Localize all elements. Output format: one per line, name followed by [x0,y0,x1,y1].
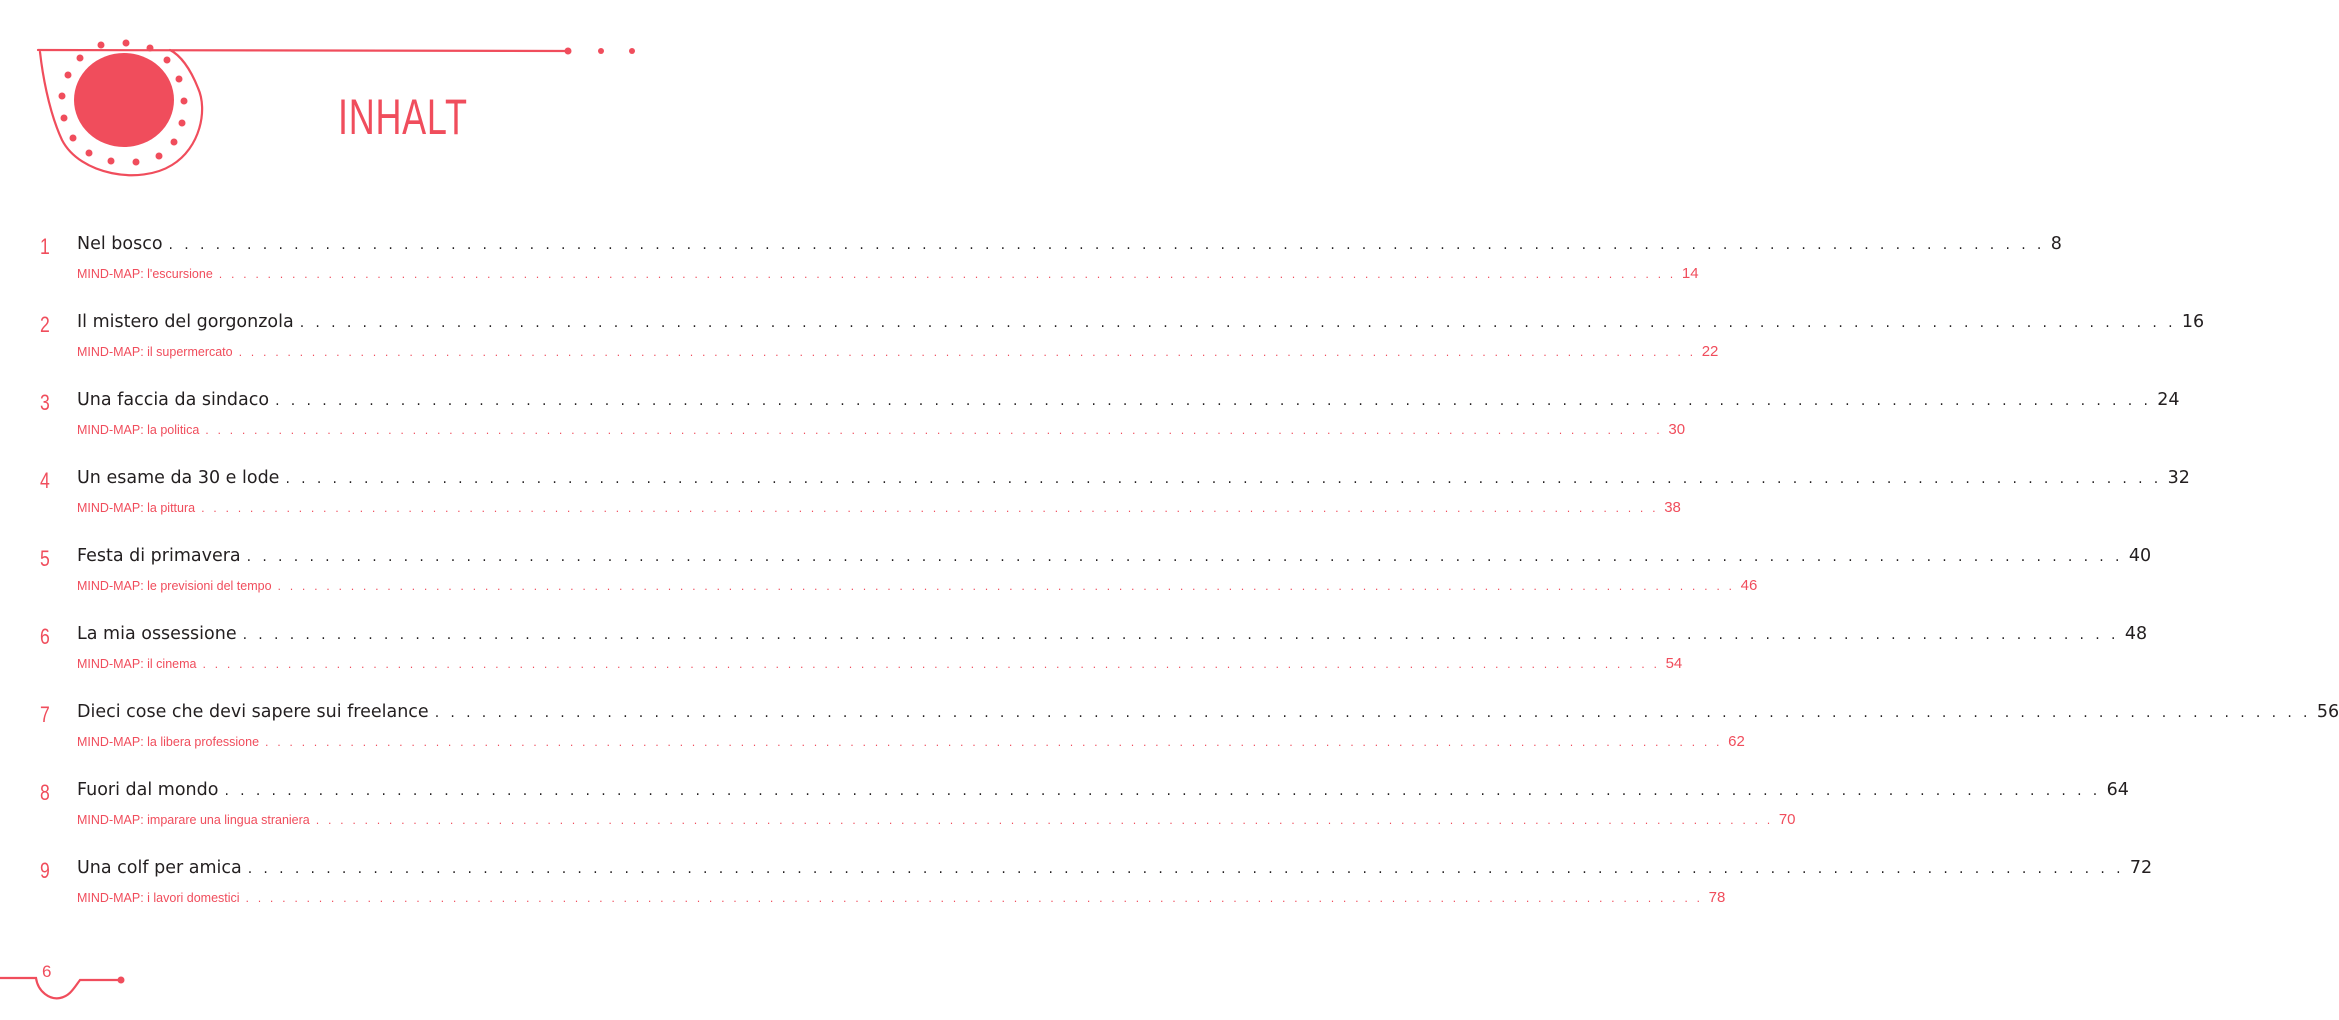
mind-map-topic: il supermercato [147,345,233,359]
mind-map-page: 46 [1740,577,1758,594]
chapter-number: 3 [40,390,50,415]
chapter-row[interactable] [77,312,2205,332]
dot-leader: . . . . . . . . . . . . . . . . . . . . . . . . . . . . . . . . . . . . . . . . . . . . . . . . . . . . . . . . . . . . . . . . . . . . . . . . . . . . . . . . . . . . . . . . . . . . . . . . . . . . . . . . . . . . . . . . . . . . . . . . [224,783,2101,799]
mind-map-prefix: MIND-MAP: [77,891,144,905]
mind-map-row[interactable] [77,889,1726,906]
toc-entry [0,702,2339,780]
dot-leader: . . . . . . . . . . . . . . . . . . . . . . . . . . . . . . . . . . . . . . . . . . . . . . . . . . . . . . . . . . . . . . . . . . . . . . . . . . . . . . . . . . . . . . . . . . . . . . . . . . . . . . . . . . . . . . . . . . . . . . . . [201,502,1659,515]
mind-map-prefix: MIND-MAP: [77,267,144,281]
dot-leader: . . . . . . . . . . . . . . . . . . . . . . . . . . . . . . . . . . . . . . . . . . . . . . . . . . . . . . . . . . . . . . . . . . . . . . . . . . . . . . . . . . . . . . . . . . . . . . . . . . . . . . . . . . . . . . . . . . . . . . . . [168,237,2045,253]
header-sun-disc [74,53,174,147]
mind-map-topic: l'escursione [147,267,213,281]
dot-leader: . . . . . . . . . . . . . . . . . . . . . . . . . . . . . . . . . . . . . . . . . . . . . . . . . . . . . . . . . . . . . . . . . . . . . . . . . . . . . . . . . . . . . . . . . . . . . . . . . . . . . . . . . . . . . . . . . . . . . . . . [285,471,2162,487]
mind-map-page: 54 [1665,655,1683,672]
mind-map-label [77,501,195,515]
chapter-title: Una faccia da sindaco [77,390,270,410]
chapter-title: La mia ossessione [77,624,237,644]
toc-entry [0,468,2190,546]
mind-map-topic: le previsioni del tempo [147,579,272,593]
header-rule-end-dot [565,48,572,55]
mind-map-prefix: MIND-MAP: [77,735,144,749]
mind-map-label [77,579,272,593]
chapter-page: 72 [2129,858,2153,878]
mind-map-row[interactable] [77,577,1758,594]
page-number: 6 [42,962,52,981]
mind-map-topic: la pittura [147,501,196,515]
chapter-row[interactable] [77,390,2180,410]
chapter-title: Fuori dal mondo [77,780,219,800]
chapter-row[interactable] [77,780,2129,800]
toc-entry [0,546,2152,624]
footer-rule-end-dot [118,977,125,984]
chapter-page: 24 [2157,390,2180,410]
mind-map-label [77,267,213,281]
mind-map-row[interactable] [77,265,1699,282]
chapter-row[interactable] [77,546,2152,566]
mind-map-prefix: MIND-MAP: [77,813,144,827]
chapter-page: 8 [2050,234,2062,254]
footer-swirl [0,978,120,998]
mind-map-prefix: MIND-MAP: [77,579,144,593]
dot-leader: . . . . . . . . . . . . . . . . . . . . . . . . . . . . . . . . . . . . . . . . . . . . . . . . . . . . . . . . . . . . . . . . . . . . . . . . . . . . . . . . . . . . . . . . . . . . . . . . . . . . . . . . . . . . . . . . . . . . . . . . [218,268,1676,281]
mind-map-row[interactable] [77,499,1681,516]
toc-entry [0,234,2062,312]
chapter-title: Festa di primavera [77,546,241,566]
header-rule [38,50,568,51]
chapter-row[interactable] [77,234,2062,254]
mind-map-page: 14 [1681,265,1699,282]
chapter-row[interactable] [77,858,2153,878]
chapter-title: Nel bosco [77,234,163,254]
dot-leader: . . . . . . . . . . . . . . . . . . . . . . . . . . . . . . . . . . . . . . . . . . . . . . . . . . . . . . . . . . . . . . . . . . . . . . . . . . . . . . . . . . . . . . . . . . . . . . . . . . . . . . . . . . . . . . . . . . . . . . . . [242,627,2119,643]
chapter-title: Un esame da 30 e lode [77,468,280,488]
header-dot [598,48,604,54]
mind-map-label [77,657,196,671]
chapter-number: 9 [40,858,50,883]
mind-map-label [77,345,233,359]
chapter-page: 16 [2181,312,2205,332]
toc-entry [0,390,2180,468]
chapter-row[interactable] [77,702,2339,722]
chapter-title: Una colf per amica [77,858,242,878]
dot-leader: . . . . . . . . . . . . . . . . . . . . . . . . . . . . . . . . . . . . . . . . . . . . . . . . . . . . . . . . . . . . . . . . . . . . . . . . . . . . . . . . . . . . . . . . . . . . . . . . . . . . . . . . . . . . . . . . . . . . . . . . [245,892,1703,905]
chapter-page: 64 [2106,780,2129,800]
page-title: INHALT [338,89,468,145]
chapter-title: Dieci cose che devi sapere sui freelance [77,702,429,722]
mind-map-prefix: MIND-MAP: [77,423,144,437]
dot-leader: . . . . . . . . . . . . . . . . . . . . . . . . . . . . . . . . . . . . . . . . . . . . . . . . . . . . . . . . . . . . . . . . . . . . . . . . . . . . . . . . . . . . . . . . . . . . . . . . . . . . . . . . . . . . . . . . . . . . . . . . [238,346,1696,359]
mind-map-topic: la libera professione [147,735,260,749]
mind-map-label [77,813,310,827]
mind-map-label [77,891,240,905]
chapter-row[interactable] [77,624,2148,644]
dot-leader: . . . . . . . . . . . . . . . . . . . . . . . . . . . . . . . . . . . . . . . . . . . . . . . . . . . . . . . . . . . . . . . . . . . . . . . . . . . . . . . . . . . . . . . . . . . . . . . . . . . . . . . . . . . . . . . . . . . . . . . . [275,393,2152,409]
chapter-title: Il mistero del gorgonzola [77,312,294,332]
chapter-number: 4 [40,468,50,493]
toc-entry [0,624,2148,702]
chapter-number: 8 [40,780,50,805]
chapter-page: 40 [2128,546,2152,566]
mind-map-topic: il cinema [147,657,197,671]
mind-map-row[interactable] [77,343,1719,360]
dot-leader: . . . . . . . . . . . . . . . . . . . . . . . . . . . . . . . . . . . . . . . . . . . . . . . . . . . . . . . . . . . . . . . . . . . . . . . . . . . . . . . . . . . . . . . . . . . . . . . . . . . . . . . . . . . . . . . . . . . . . . . . [205,424,1663,437]
mind-map-page: 30 [1668,421,1686,438]
dot-leader: . . . . . . . . . . . . . . . . . . . . . . . . . . . . . . . . . . . . . . . . . . . . . . . . . . . . . . . . . . . . . . . . . . . . . . . . . . . . . . . . . . . . . . . . . . . . . . . . . . . . . . . . . . . . . . . . . . . . . . . . [202,658,1660,671]
chapter-page: 56 [2316,702,2339,722]
dot-leader: . . . . . . . . . . . . . . . . . . . . . . . . . . . . . . . . . . . . . . . . . . . . . . . . . . . . . . . . . . . . . . . . . . . . . . . . . . . . . . . . . . . . . . . . . . . . . . . . . . . . . . . . . . . . . . . . . . . . . . . . [246,549,2123,565]
dot-leader: . . . . . . . . . . . . . . . . . . . . . . . . . . . . . . . . . . . . . . . . . . . . . . . . . . . . . . . . . . . . . . . . . . . . . . . . . . . . . . . . . . . . . . . . . . . . . . . . . . . . . . . . . . . . . . . . . . . . . . . . [315,814,1773,827]
dot-leader: . . . . . . . . . . . . . . . . . . . . . . . . . . . . . . . . . . . . . . . . . . . . . . . . . . . . . . . . . . . . . . . . . . . . . . . . . . . . . . . . . . . . . . . . . . . . . . . . . . . . . . . . . . . . . . . . . . . . . . . . [265,736,1723,749]
dot-leader: . . . . . . . . . . . . . . . . . . . . . . . . . . . . . . . . . . . . . . . . . . . . . . . . . . . . . . . . . . . . . . . . . . . . . . . . . . . . . . . . . . . . . . . . . . . . . . . . . . . . . . . . . . . . . . . . . . . . . . . . [434,705,2311,721]
mind-map-row[interactable] [77,733,1745,750]
chapter-page: 48 [2124,624,2148,644]
mind-map-row[interactable] [77,655,1683,672]
mind-map-page: 38 [1664,499,1681,516]
mind-map-page: 62 [1728,733,1745,750]
mind-map-prefix: MIND-MAP: [77,657,144,671]
mind-map-topic: i lavori domestici [147,891,240,905]
chapter-number: 5 [40,546,50,571]
header-dot [629,48,635,54]
toc-entry [0,780,2129,858]
chapter-row[interactable] [77,468,2190,488]
mind-map-page: 70 [1778,811,1796,828]
mind-map-prefix: MIND-MAP: [77,501,144,515]
mind-map-row[interactable] [77,421,1686,438]
toc-entry [0,858,2153,936]
chapter-number: 7 [40,702,50,727]
table-of-contents [0,234,2339,936]
mind-map-page: 78 [1708,889,1726,906]
mind-map-page: 22 [1701,343,1719,360]
mind-map-prefix: MIND-MAP: [77,345,144,359]
chapter-number: 2 [40,312,50,337]
mind-map-topic: la politica [147,423,200,437]
toc-entry [0,312,2205,390]
dot-leader: . . . . . . . . . . . . . . . . . . . . . . . . . . . . . . . . . . . . . . . . . . . . . . . . . . . . . . . . . . . . . . . . . . . . . . . . . . . . . . . . . . . . . . . . . . . . . . . . . . . . . . . . . . . . . . . . . . . . . . . . [299,315,2176,331]
mind-map-label [77,423,199,437]
dot-leader: . . . . . . . . . . . . . . . . . . . . . . . . . . . . . . . . . . . . . . . . . . . . . . . . . . . . . . . . . . . . . . . . . . . . . . . . . . . . . . . . . . . . . . . . . . . . . . . . . . . . . . . . . . . . . . . . . . . . . . . . [247,861,2124,877]
mind-map-topic: imparare una lingua straniera [147,813,310,827]
mind-map-row[interactable] [77,811,1796,828]
chapter-page: 32 [2167,468,2190,488]
header-decoration [0,0,671,200]
chapter-number: 6 [40,624,50,649]
mind-map-label [77,735,259,749]
dot-leader: . . . . . . . . . . . . . . . . . . . . . . . . . . . . . . . . . . . . . . . . . . . . . . . . . . . . . . . . . . . . . . . . . . . . . . . . . . . . . . . . . . . . . . . . . . . . . . . . . . . . . . . . . . . . . . . . . . . . . . . . [277,580,1735,593]
chapter-number: 1 [40,234,50,259]
